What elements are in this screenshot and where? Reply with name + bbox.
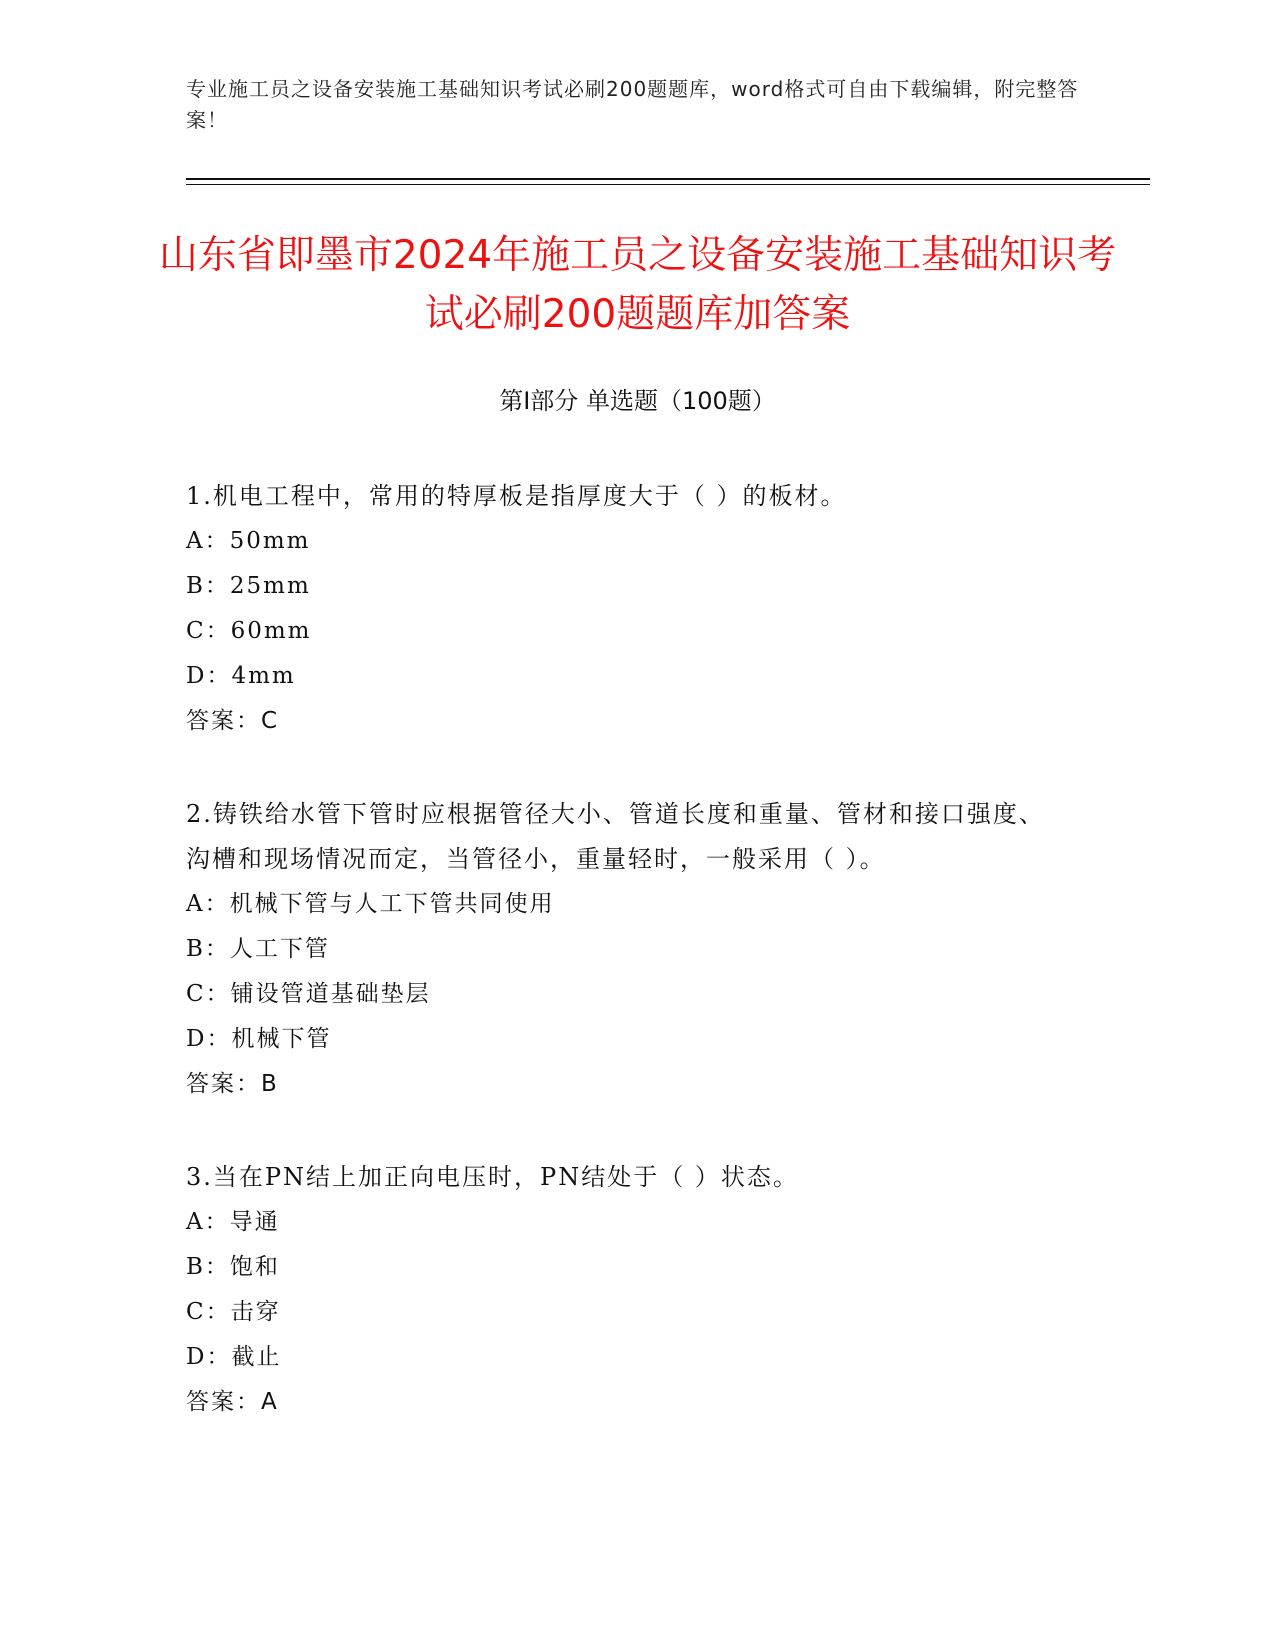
option-d: D：截止 — [186, 1344, 282, 1370]
header-rule-thick — [186, 178, 1150, 180]
question-stem: 3.当在PN结上加正向电压时，PN结处于（ ）状态。 — [186, 1163, 799, 1191]
question-answer: 答案：B — [186, 1071, 279, 1097]
option-b: B：人工下管 — [186, 936, 330, 962]
question-answer: 答案：A — [186, 1389, 279, 1415]
option-a: A：50mm — [186, 528, 311, 554]
section-title: 第Ⅰ部分 单选题（100题） — [499, 387, 776, 415]
option-d: D：4mm — [186, 663, 296, 689]
option-a: A：导通 — [186, 1209, 280, 1235]
question-stem: 2.铸铁给水管下管时应根据管径大小、管道长度和重量、管材和接口强度、沟槽和现场情况而定，当管径小，重量轻时，一般采用（ ）。 — [186, 800, 1045, 873]
option-b: B：饱和 — [186, 1254, 280, 1280]
option-b: B：25mm — [186, 573, 311, 599]
question-2 — [186, 792, 1066, 1107]
question-3 — [186, 1155, 1066, 1425]
option-a: A：机械下管与人工下管共同使用 — [186, 891, 555, 917]
option-d: D：机械下管 — [186, 1026, 332, 1052]
header-rule-thin — [186, 184, 1150, 185]
document-title: 山东省即墨市2024年施工员之设备安装施工基础知识考试必刷200题题库加答案 — [158, 233, 1117, 337]
option-c: C：铺设管道基础垫层 — [186, 981, 431, 1007]
header-note: 专业施工员之设备安装施工基础知识考试必刷200题题库，word格式可自由下载编辑，附完整答案！ — [186, 77, 1079, 132]
question-stem: 1.机电工程中，常用的特厚板是指厚度大于（ ）的板材。 — [186, 482, 847, 510]
question-answer: 答案：C — [186, 708, 280, 734]
option-c: C：击穿 — [186, 1299, 281, 1325]
option-c: C：60mm — [186, 618, 312, 644]
question-1 — [186, 474, 1066, 744]
